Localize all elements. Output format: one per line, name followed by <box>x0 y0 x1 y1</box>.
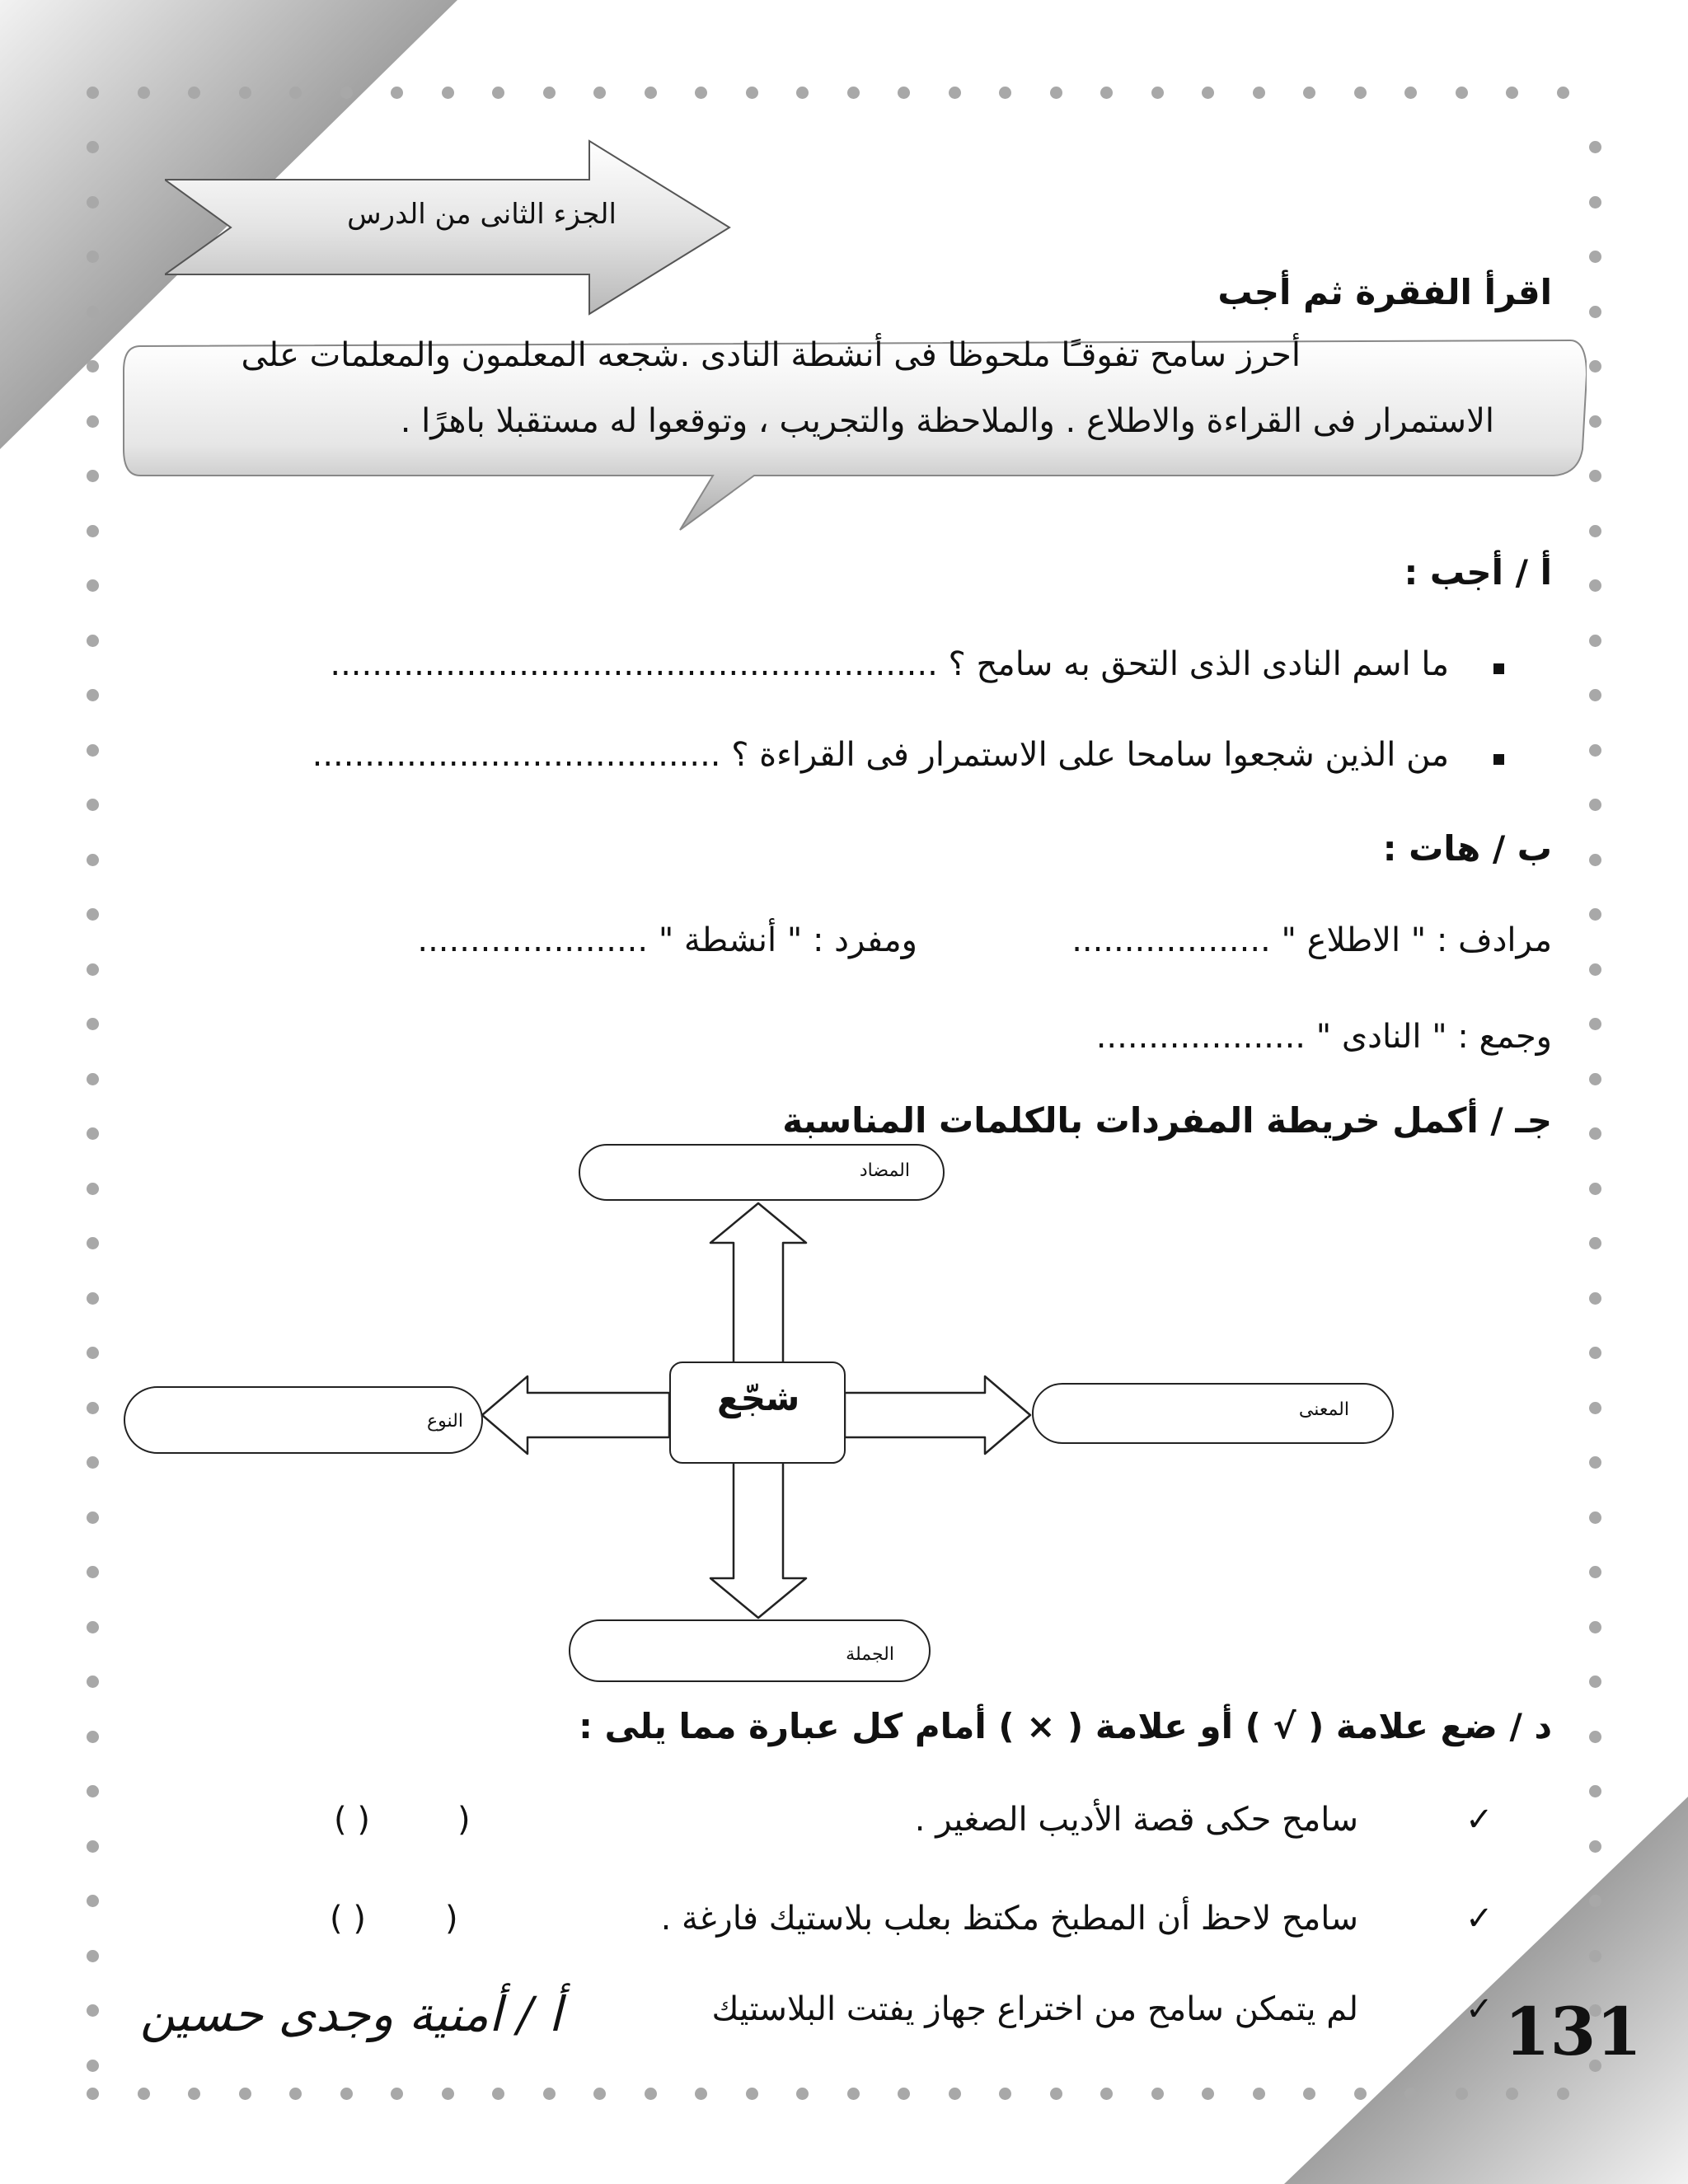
answer-blank-2[interactable]: ( ) <box>330 1900 366 1938</box>
oval-top-label: المضاد <box>859 1160 910 1181</box>
page-number: 131 <box>1504 1993 1642 2070</box>
check-mark-icon: ✓ <box>1465 1900 1493 1938</box>
center-word: شجّع <box>717 1378 800 1418</box>
answer-blank-1[interactable]: ( ) <box>334 1801 370 1839</box>
instruction-heading: اقرأ الفقرة ثم أجب <box>1217 272 1552 312</box>
oval-left-label: النوع <box>427 1411 463 1432</box>
oval-right-meaning <box>1032 1383 1394 1444</box>
oval-left-type <box>124 1386 483 1454</box>
question-1: ما اسم النادى الذى التحق به سامح ؟ .......................................................... <box>330 645 1449 683</box>
plural-line: وجمع : " النادى " .................... <box>1095 1018 1552 1056</box>
statement-1: سامح حكى قصة الأديب الصغير . <box>914 1801 1358 1839</box>
statement-2: سامح لاحظ أن المطبخ مكتظ بعلب بلاستيك فارغة . <box>660 1900 1358 1938</box>
answer-paren-2: ( <box>445 1900 458 1938</box>
section-d-title: د / ضع علامة ( √ ) أو علامة ( × ) أمام كل عبارة مما يلى : <box>579 1706 1552 1746</box>
banner-label: الجزء الثانى من الدرس <box>347 198 617 231</box>
teacher-signature: أ / أمنية وجدى حسين <box>140 1986 562 2042</box>
answer-paren-1: ( <box>457 1801 471 1839</box>
section-c-title: جـ / أكمل خريطة المفردات بالكلمات المناسبة <box>782 1100 1552 1141</box>
singular-line: ومفرد : " أنشطة " ...................... <box>417 921 917 959</box>
oval-top-antonym <box>579 1144 945 1201</box>
passage-line-2: الاستمرار فى القراءة والاطلاع . والملاحظة والتجريب ، وتوقعوا له مستقبلا باهرًا . <box>400 402 1494 440</box>
passage-line-1: أحرز سامح تفوقـًا ملحوظا فى أنشطة النادى .شجعه المعلمون والمعلمات على <box>241 336 1301 374</box>
question-2: من الذين شجعوا سامحا على الاستمرار فى القراءة ؟ ....................................... <box>312 736 1449 774</box>
section-b-title: ب / هات : <box>1382 828 1552 869</box>
check-mark-icon: ✓ <box>1465 1801 1493 1839</box>
statement-3: لم يتمكن سامح من اختراع جهاز يفتت البلاستيك <box>711 1990 1358 2028</box>
check-mark-icon: ✓ <box>1465 1990 1493 2028</box>
synonym-line: مرادف : " الاطلاع " ................... <box>1071 921 1552 959</box>
section-a-title: أ / أجب : <box>1404 552 1552 593</box>
oval-bottom-sentence <box>569 1619 931 1682</box>
oval-bottom-label: الجملة <box>846 1644 894 1665</box>
oval-right-label: المعنى <box>1298 1399 1349 1420</box>
